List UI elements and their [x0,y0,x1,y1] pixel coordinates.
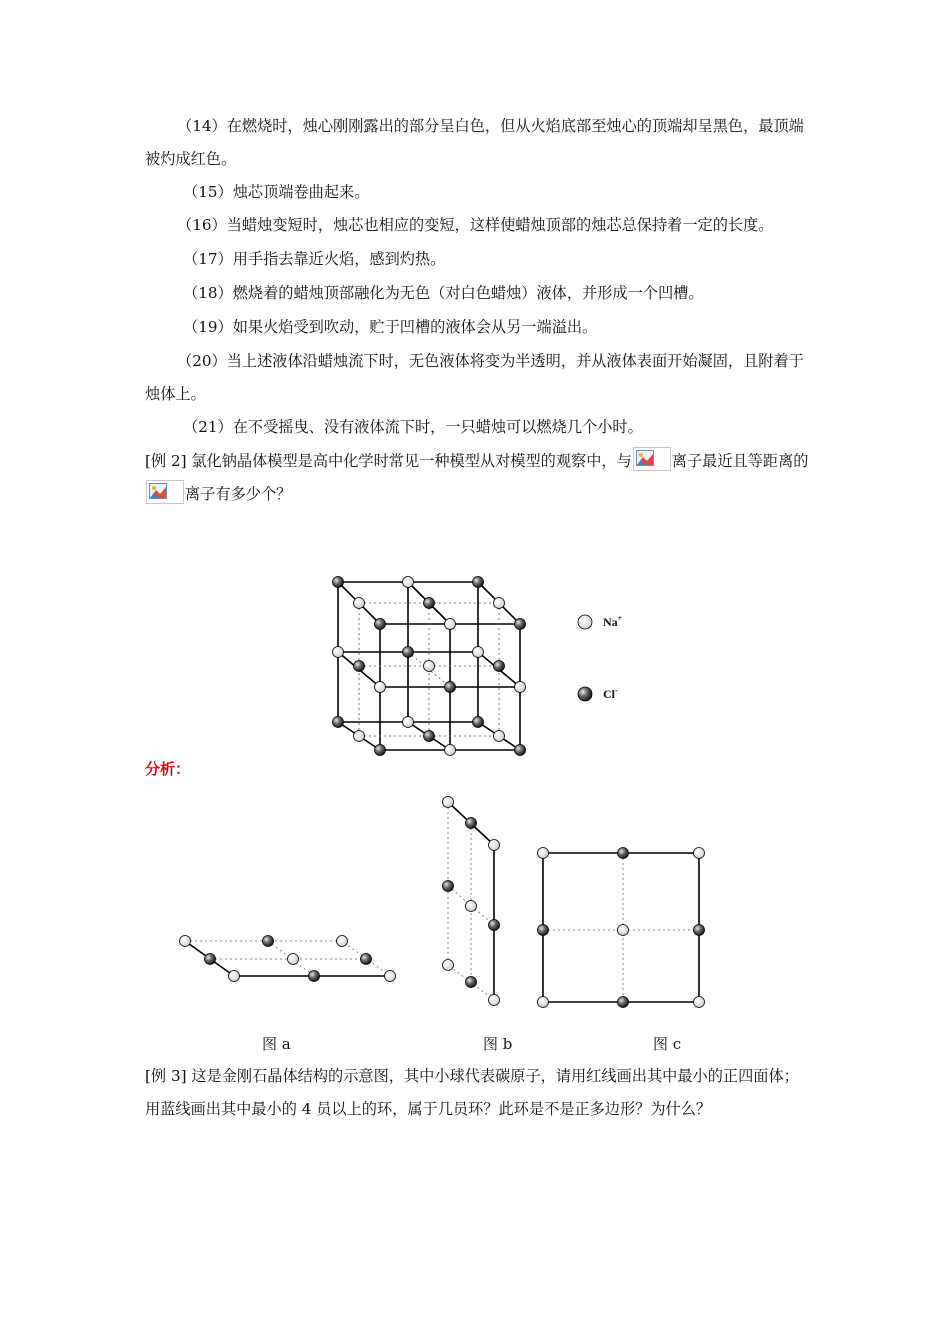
example-2-question [145,445,810,511]
caption-figure-c: 图 c [653,1035,682,1053]
nacl-crystal-figure [320,570,640,760]
paragraph-20: （20）当上述液体沿蜡烛流下时，无色液体将变为半透明，并从液体表面开始凝固，且附着于烛体上。 [145,352,804,403]
example-2-part-3: 离子有多少个？ [185,485,292,503]
broken-image-icon [633,447,671,471]
paragraph-14: （14）在燃烧时，烛心刚刚露出的部分呈白色，但从火焰底部至烛心的顶端却呈黑色，最顶端被灼成红色。 [145,117,804,168]
legend-na-label: Na+ [603,614,623,629]
legend-cl-label: Cl- [603,686,618,701]
example-2-part-1: [例 2] 氯化钠晶体模型是高中化学时常见一种模型从对模型的观察中，与 [145,452,632,470]
broken-image-icon [146,480,184,504]
figure-b [430,790,510,1012]
analysis-label: 分析： [145,760,191,778]
caption-figure-a: 图 a [262,1035,291,1053]
paragraph-17: （17）用手指去靠近火焰，感到灼热。 [183,250,446,268]
paragraph-15: （15）烛芯顶端卷曲起来。 [183,183,370,201]
paragraph-18: （18）燃烧着的蜡烛顶部融化为无色（对白色蜡烛）液体，并形成一个凹槽。 [183,284,704,302]
paragraph-16: （16）当蜡烛变短时，烛芯也相应的变短，这样使蜡烛顶部的烛芯总保持着一定的长度。 [177,216,774,234]
caption-figure-b: 图 b [483,1035,513,1053]
paragraph-21: （21）在不受摇曳、没有液体流下时，一只蜡烛可以燃烧几个小时。 [183,418,643,436]
figure-a [172,925,402,990]
paragraph-19: （19）如果火焰受到吹动，贮于凹槽的液体会从另一端溢出。 [183,318,598,336]
example-2-part-2: 离子最近且等距离的 [671,452,809,470]
example-3-question: [例 3] 这是金刚石晶体结构的示意图，其中小球代表碳原子，请用红线画出其中最小的正四面体；用蓝线画出其中最小的 4 员以上的环，属于几员环？此环是不是正多边形？为什么？ [145,1067,799,1118]
figure-c [530,840,710,1015]
